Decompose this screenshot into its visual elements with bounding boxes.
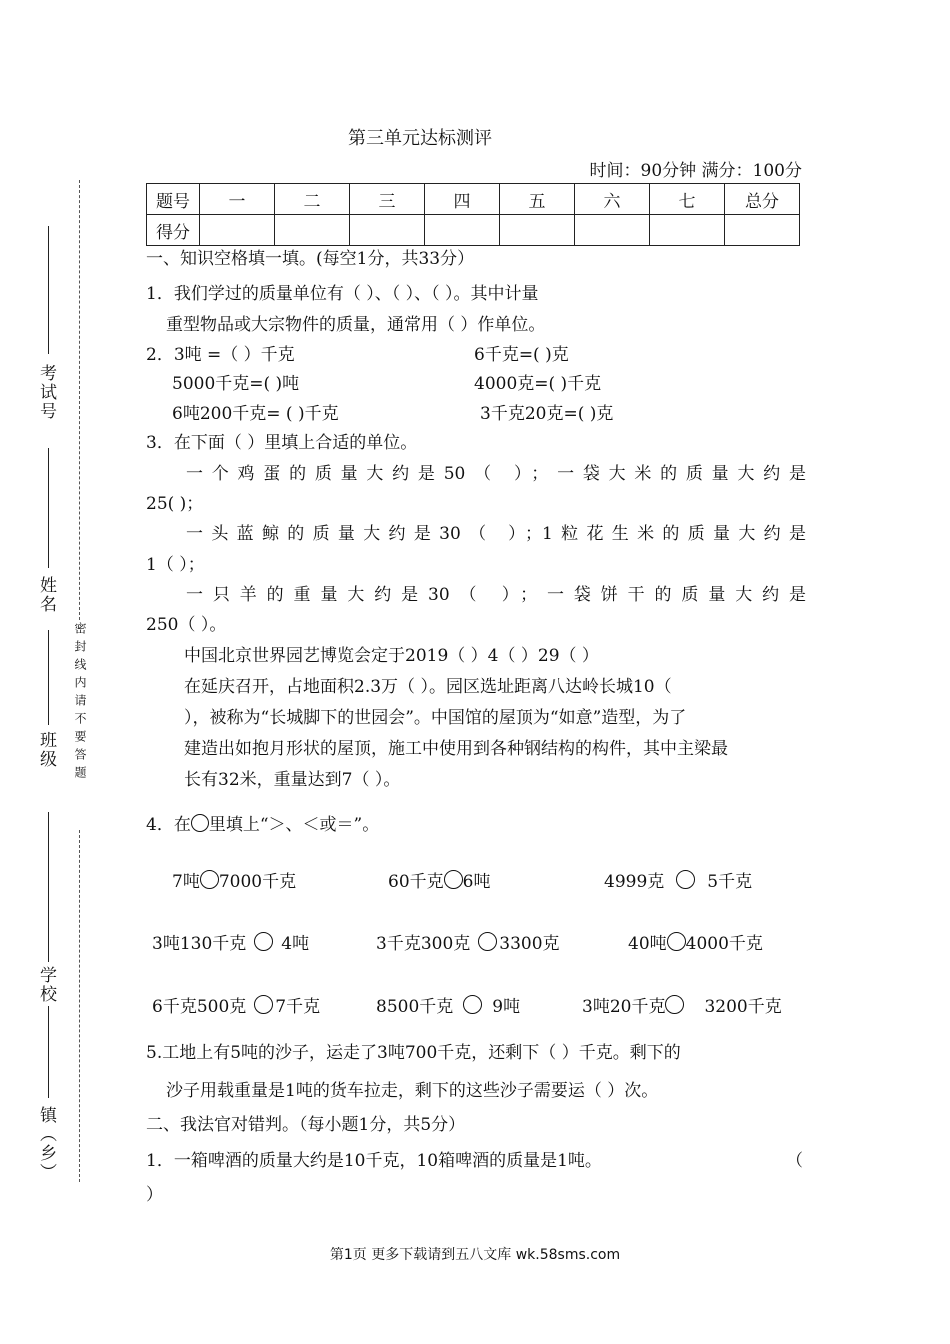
score-table-score-row (147, 215, 800, 246)
q3-heading: 3．在下面（ ）里填上合适的单位。 (146, 433, 418, 453)
seal-dash-line-bottom (79, 830, 80, 1182)
score-cell[interactable] (650, 215, 725, 246)
q4-item: 40吨 4000千克 (628, 934, 763, 954)
compare-circle[interactable] (665, 995, 684, 1014)
q2-row3-left: 6吨200千克= ( )千克 (172, 404, 339, 424)
q4-item: 60千克 6吨 (388, 872, 491, 892)
q4-item: 8500千克 9吨 (376, 997, 521, 1017)
judge-q1-close-paren: ） (146, 1185, 163, 1205)
school-label: 学校 (36, 966, 56, 1004)
exam-number-label: 考试号 (36, 364, 56, 421)
q3-line1: 一个鸡蛋的质量大约是50（ ）；一袋大米的质量大约是 (186, 464, 806, 484)
score-cell[interactable] (425, 215, 500, 246)
class-line (48, 812, 49, 962)
q4-heading-suffix: 里填上“＞、＜或＝”。 (208, 815, 380, 835)
q4-item: 3吨20千克 3200千克 (582, 997, 782, 1017)
score-cell[interactable] (275, 215, 350, 246)
score-table (146, 183, 800, 246)
score-header-cell: 四 (425, 184, 500, 215)
compare-circle[interactable] (667, 932, 686, 951)
judge-q1: 1．一箱啤酒的质量大约是10千克，10箱啤酒的质量是1吨。 (146, 1151, 602, 1171)
score-cell[interactable] (200, 215, 275, 246)
q4-item: 3千克300克 3300克 (376, 934, 560, 954)
q2-row1-right: 6千克=( )克 (474, 345, 569, 365)
q5-line2: 沙子用载重量是1吨的货车拉走，剩下的这些沙子需要运（ ）次。 (166, 1081, 659, 1101)
school-line (48, 1006, 49, 1098)
class-label: 班级 (36, 731, 56, 769)
judge-q1-open-paren: （ (786, 1151, 803, 1171)
q2-row2-left: 5000千克=( )吨 (172, 374, 300, 394)
q4-heading (146, 814, 379, 836)
score-header-cell: 总分 (725, 184, 800, 215)
q3-line2-cont: 1（ ）； (146, 555, 205, 575)
page-footer: 第1页 更多下载请到五八文库 wk.58sms.com (329, 1247, 621, 1263)
exam-number-line (48, 226, 49, 354)
q1-line1: 1．我们学过的质量单位有（ ）、（ ）、（ ）。其中计量 (146, 284, 539, 304)
time-info: 时间：90分钟 满分：100分 (589, 161, 802, 181)
town-label: 镇（乡） (36, 1106, 56, 1182)
score-header-cell: 七 (650, 184, 725, 215)
circle-icon (191, 814, 209, 832)
name-line-top (48, 448, 49, 568)
q3-paragraph-line4: 建造出如抱月形状的屋顶，施工中使用到各种钢结构的构件，其中主梁最 (184, 739, 728, 759)
score-table-header-row (147, 184, 800, 215)
q3-line3-cont: 250（ ）。 (146, 615, 227, 635)
compare-circle[interactable] (254, 995, 273, 1014)
q3-paragraph-line2: 在延庆召开，占地面积2.3万（ ）。园区选址距离八达岭长城10（ (184, 677, 672, 697)
score-header-cell: 六 (575, 184, 650, 215)
score-cell[interactable] (500, 215, 575, 246)
q2-row2-right: 4000克=( )千克 (474, 374, 602, 394)
compare-circle[interactable] (478, 932, 497, 951)
score-header-cell: 题号 (147, 184, 200, 215)
q4-item: 7吨 7000千克 (172, 872, 297, 892)
q3-paragraph-line1: 中国北京世界园艺博览会定于2019（ ）4（ ）29（ ） (184, 646, 599, 666)
score-cell[interactable] (575, 215, 650, 246)
q3-paragraph-line3: ），被称为“长城脚下的世园会”。中国馆的屋顶为“如意”造型，为了 (184, 708, 687, 728)
q1-line2: 重型物品或大宗物件的质量，通常用（ ）作单位。 (166, 315, 546, 335)
score-header-cell: 一 (200, 184, 275, 215)
compare-circle[interactable] (200, 870, 219, 889)
seal-warning-text: 密封线内请不要答题 (73, 622, 87, 784)
score-cell[interactable] (350, 215, 425, 246)
q3-paragraph-line5: 长有32米，重量达到7（ ）。 (184, 770, 401, 790)
score-row-label: 得分 (147, 215, 200, 246)
name-line (48, 630, 49, 725)
q4-item: 4999克 5千克 (604, 872, 753, 892)
section2-heading: 二、我法官对错判。（每小题1分，共5分） (146, 1115, 466, 1135)
q2-row3-right: 3千克20克=( )克 (480, 404, 614, 424)
page-title: 第三单元达标测评 (348, 128, 492, 149)
score-header-cell: 五 (500, 184, 575, 215)
compare-circle[interactable] (254, 932, 273, 951)
score-cell[interactable] (725, 215, 800, 246)
q4-item: 6千克500克 7千克 (152, 997, 321, 1017)
q4-item: 3吨130千克 4吨 (152, 934, 310, 954)
q3-line3: 一只羊的重量大约是30（ ）；一袋饼干的质量大约是 (186, 585, 806, 605)
q5-line1: 5.工地上有5吨的沙子，运走了3吨700千克，还剩下（ ）千克。剩下的 (146, 1043, 681, 1063)
name-label: 姓名 (36, 576, 56, 614)
compare-circle[interactable] (444, 870, 463, 889)
compare-circle[interactable] (463, 995, 482, 1014)
q2-row1-left: 2．3吨 =（ ）千克 (146, 345, 295, 365)
q4-heading-prefix: 4．在 (146, 815, 191, 835)
section1-heading: 一、知识空格填一填。(每空1分，共33分） (146, 249, 475, 269)
seal-dash-line-top (79, 180, 80, 620)
q3-line2: 一头蓝鲸的质量大约是30（ ）；1粒花生米的质量大约是 (186, 524, 806, 544)
score-header-cell: 二 (275, 184, 350, 215)
q3-line1-cont: 25( )； (146, 494, 204, 514)
compare-circle[interactable] (676, 870, 695, 889)
score-header-cell: 三 (350, 184, 425, 215)
